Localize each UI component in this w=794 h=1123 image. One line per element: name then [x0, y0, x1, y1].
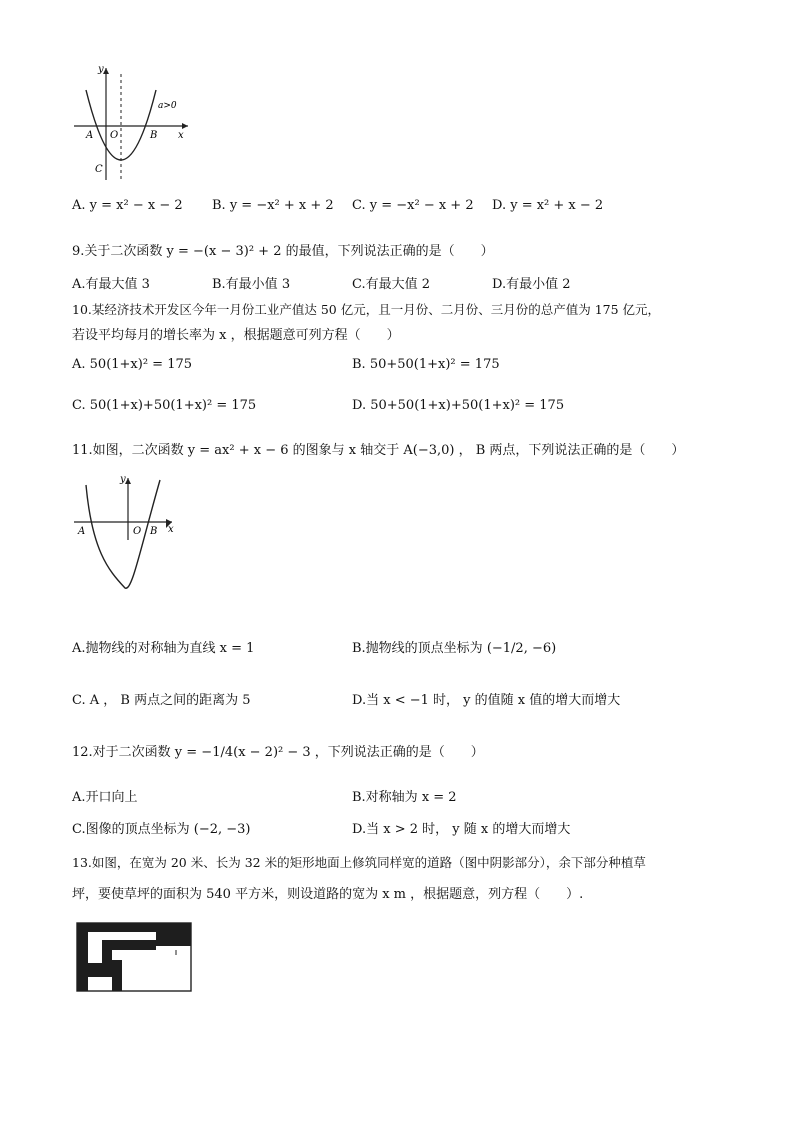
q12-option-c: C.图像的顶点坐标为 (−2, −3) — [72, 822, 251, 837]
q10-option-b: B. 50+50(1+x)² = 175 — [352, 357, 500, 372]
origin-label: O — [133, 526, 142, 537]
q11-option-c: C. A ， B 两点之间的距离为 5 — [72, 693, 251, 708]
q10-option-a: A. 50(1+x)² = 175 — [72, 357, 193, 372]
q9-option-c: C.有最大值 2 — [352, 277, 431, 292]
q13-stem-line1: 13.如图，在宽为 20 米、长为 32 米的矩形地面上修筑同样宽的道路（图中阴影部分），余下部分种植草 — [72, 855, 646, 870]
q9-stem: 9.关于二次函数 y = −(x − 3)² + 2 的最值，下列说法正确的是（ ） — [72, 244, 494, 259]
q9-option-b: B.有最小值 3 — [212, 277, 291, 292]
point-a-label: A — [78, 526, 86, 537]
q8-option-d: D. y = x² + x − 2 — [492, 198, 604, 213]
q12-stem: 12.对于二次函数 y = −1/4(x − 2)² − 3 ，下列说法正确的是（ ） — [72, 745, 484, 760]
parabola-figure-q8 — [70, 60, 200, 185]
point-b-label: B — [150, 130, 158, 141]
y-axis-label: y — [98, 64, 104, 75]
q11-stem: 11.如图，二次函数 y = ax² + x − 6 的图象与 x 轴交于 A(−3,0) ， B 两点，下列说法正确的是（ ） — [72, 443, 685, 458]
q8-option-a: A. y = x² − x − 2 — [72, 198, 183, 213]
point-b-label: B — [150, 526, 158, 537]
q10-option-c: C. 50(1+x)+50(1+x)² = 175 — [72, 398, 257, 413]
q11-option-d: D.当 x < −1 时， y 的值随 x 值的增大而增大 — [352, 693, 621, 708]
road-figure-q13 — [76, 922, 194, 994]
point-a-label: A — [86, 130, 94, 141]
q12-option-d: D.当 x > 2 时， y 随 x 的增大而增大 — [352, 822, 571, 837]
q13-stem-line2: 坪，要使草坪的面积为 540 平方米，则设道路的宽为 x m ，根据题意，列方程（ ）. — [72, 887, 584, 902]
parabola-figure-q11 — [70, 470, 185, 610]
q10-stem-line2: 若设平均每月的增长率为 x ，根据题意可列方程（ ） — [72, 328, 400, 343]
q12-option-b: B.对称轴为 x = 2 — [352, 790, 457, 805]
q8-option-b: B. y = −x² + x + 2 — [212, 198, 334, 213]
q8-option-c: C. y = −x² − x + 2 — [352, 198, 474, 213]
q11-option-a: A.抛物线的对称轴为直线 x = 1 — [72, 641, 255, 656]
origin-label: O — [110, 130, 119, 141]
q12-option-a: A.开口向上 — [72, 790, 138, 805]
x-axis-label: x — [178, 130, 184, 141]
q11-option-b: B.抛物线的顶点坐标为 (−1/2, −6) — [352, 641, 557, 656]
q10-stem-line1: 10.某经济技术开发区今年一月份工业产值达 50 亿元，且一月份、二月份、三月份的总产值为 175 亿元， — [72, 302, 661, 317]
x-axis-label: x — [168, 524, 174, 535]
q9-option-a: A.有最大值 3 — [72, 277, 150, 292]
y-axis-label: y — [120, 474, 126, 485]
q10-option-d: D. 50+50(1+x)+50(1+x)² = 175 — [352, 398, 565, 413]
point-c-label: C — [95, 164, 103, 175]
q9-option-d: D.有最小值 2 — [492, 277, 571, 292]
condition-label: a>0 — [158, 101, 177, 111]
